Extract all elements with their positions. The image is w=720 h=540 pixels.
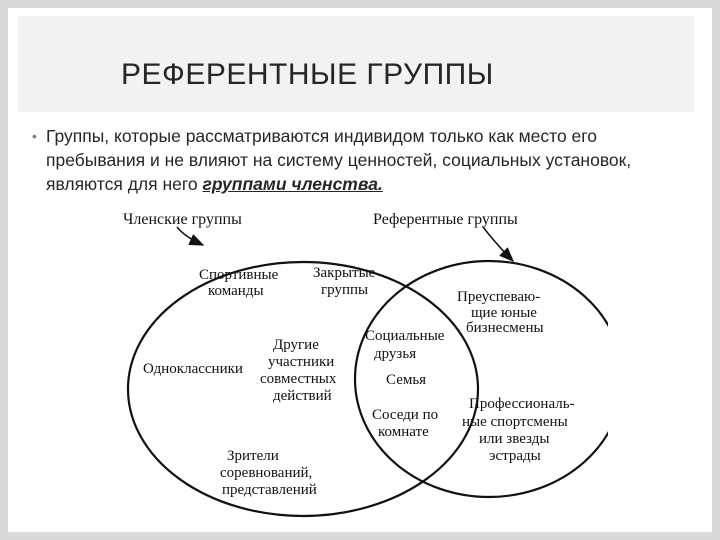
label-reference-groups: Референтные группы	[373, 211, 518, 228]
social-friends-line1: Социальные	[365, 328, 445, 344]
label-member-groups: Членские группы	[123, 211, 242, 228]
neighbors-line1: Соседи по	[372, 407, 439, 423]
spectators-line1: Зрители	[227, 448, 279, 464]
sports-teams-line2: команды	[208, 283, 264, 299]
bullet-paragraph	[32, 124, 686, 196]
pros-line4: эстрады	[489, 448, 541, 464]
business-line1: Преуспеваю-	[457, 289, 541, 305]
business-line3: бизнесмены	[466, 320, 544, 336]
spectators-line3: представлений	[222, 482, 317, 498]
pros-line3: или звезды	[479, 431, 550, 447]
bullet-emphasis-text: группами членства.	[202, 174, 383, 194]
slide-title: РЕФЕРЕНТНЫЕ ГРУППЫ	[121, 58, 494, 91]
closed-groups-line2: группы	[321, 282, 369, 298]
neighbors-line2: комнате	[378, 424, 429, 440]
bullet-main-text: Группы, которые рассматриваются индивидом только как место его пребывания и не влияют на систему ценностей, социальных установок, являются для него	[46, 126, 632, 194]
pros-line2: ные спортсмены	[462, 414, 568, 430]
venn-diagram	[125, 209, 608, 531]
spectators-line2: соревнований,	[220, 465, 313, 481]
other-participants-line1: Другие	[273, 337, 319, 353]
bullet-dot-icon: •	[32, 128, 37, 144]
classmates-label: Одноклассники	[143, 361, 243, 377]
other-participants-line4: действий	[273, 388, 332, 404]
member-groups-arrow	[177, 227, 203, 245]
other-participants-line2: участники	[268, 354, 335, 370]
other-participants-line3: совместных	[260, 371, 337, 387]
family-label: Семья	[386, 372, 427, 388]
business-line2: щие юные	[471, 305, 537, 321]
sports-teams-line1: Спортивные	[199, 267, 279, 283]
social-friends-line2: друзья	[374, 346, 417, 362]
closed-groups-line1: Закрытые	[313, 265, 376, 281]
reference-groups-arrow	[483, 227, 513, 261]
pros-line1: Профессиональ-	[469, 396, 575, 412]
